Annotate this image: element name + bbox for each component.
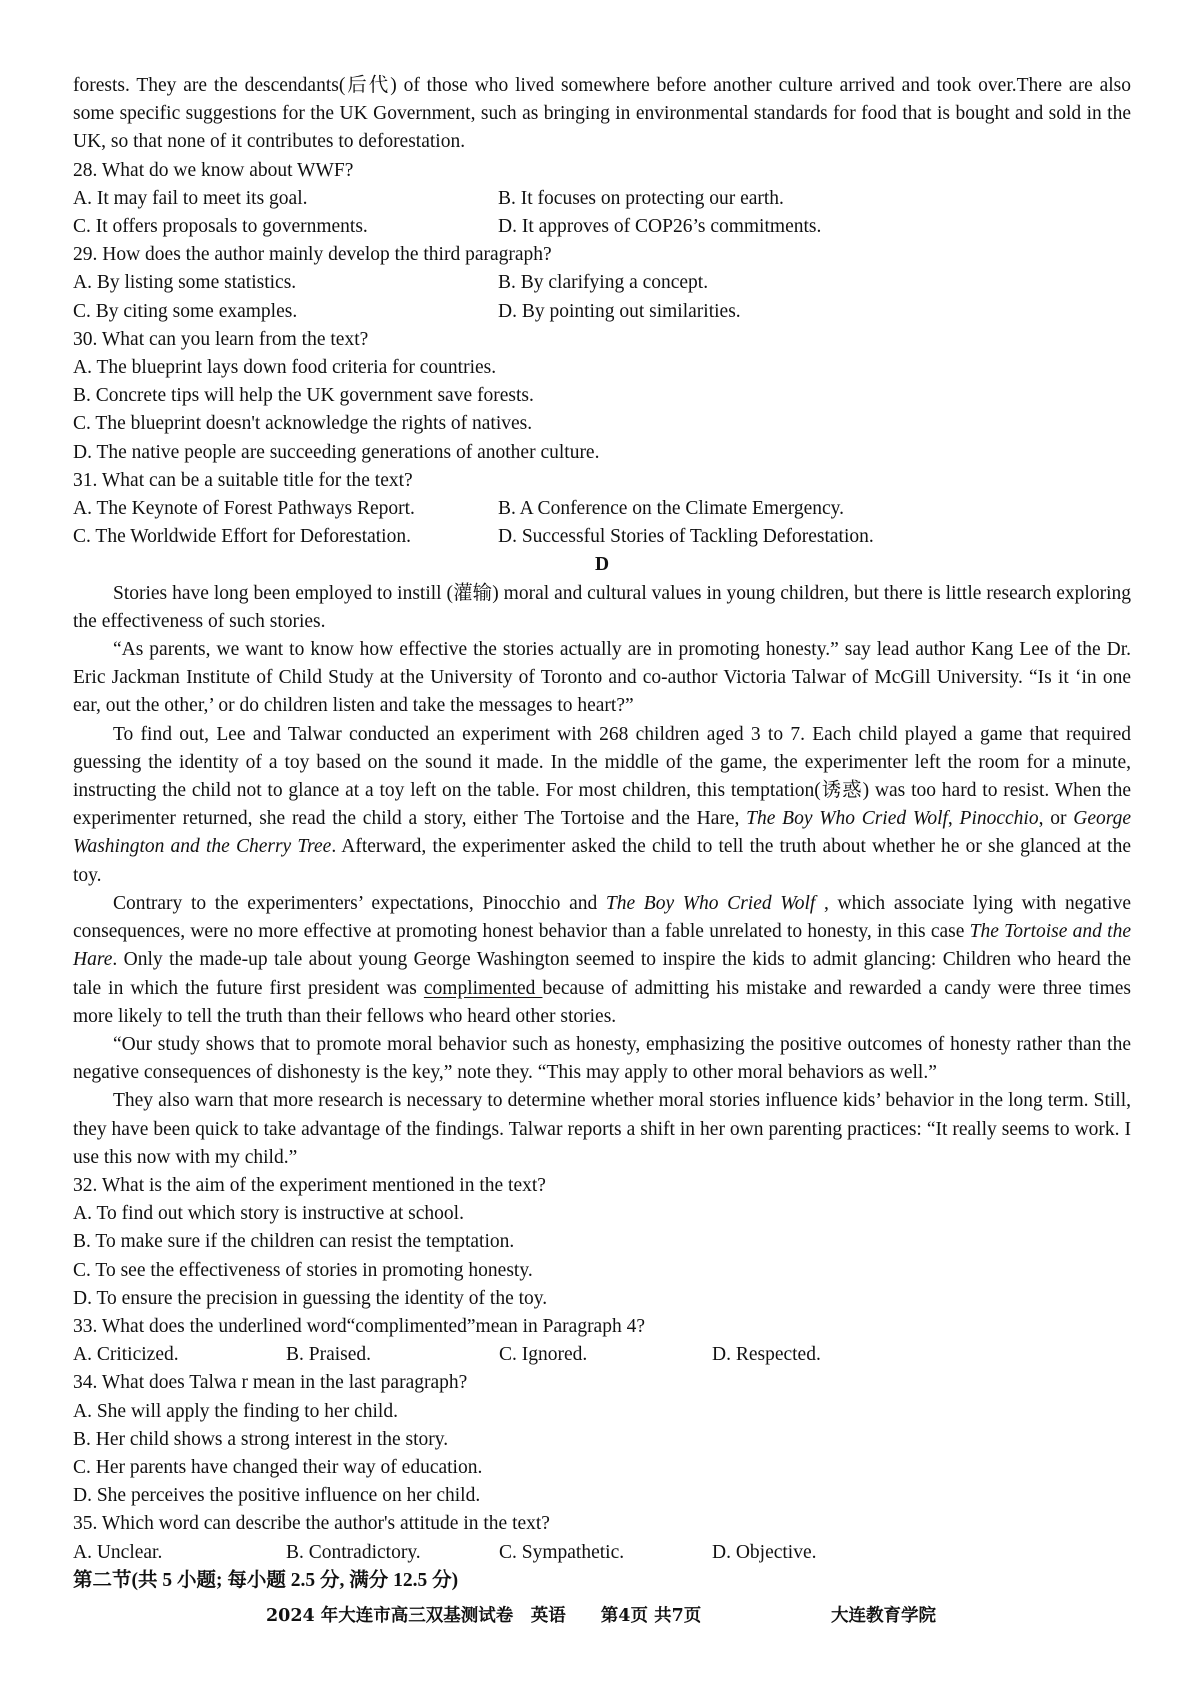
option-28-b: B. It focuses on protecting our earth.	[498, 187, 784, 209]
passage-d-paragraph-5: “Our study shows that to promote moral behavior such as honesty, emphasizing the positive outcomes of honesty rather than the negative consequences of dishonesty is the key,” note they. “This may apply to other moral behaviors as well.”	[73, 1033, 1131, 1084]
option-32-c: C. To see the effectiveness of stories in promoting honesty.	[73, 1259, 533, 1281]
passage-d-paragraph-6: They also warn that more research is necessary to determine whether moral stories influence kids’ behavior in the long term. Still, they have been quick to take advantage of the findings. Talwar reports a shift in her own parenting practices: “It really seems to work. I use this now with my child.”	[73, 1090, 1131, 1168]
option-32-a: A. To find out which story is instructive at school.	[73, 1203, 464, 1225]
question-29-stem: 29. How does the author mainly develop the third paragraph?	[73, 244, 552, 266]
question-34-stem: 34. What does Talwa r mean in the last paragraph?	[73, 1372, 468, 1394]
question-31-options-row-1	[73, 495, 1131, 523]
option-29-b: B. By clarifying a concept.	[498, 272, 709, 294]
option-34-b: B. Her child shows a strong interest in the story.	[73, 1428, 449, 1450]
question-30-stem: 30. What can you learn from the text?	[73, 328, 369, 350]
question-28-stem: 28. What do we know about WWF?	[73, 159, 354, 181]
option-33-b: B. Praised.	[286, 1344, 372, 1366]
question-31-stem: 31. What can be a suitable title for the text?	[73, 469, 413, 491]
p3-title-george-washington: George Washington and the Cherry Tree	[73, 808, 1131, 858]
passage-d-heading: D	[594, 554, 610, 576]
option-29-c: C. By citing some examples.	[73, 300, 298, 322]
p4-text-a: Contrary to the experimenters’ expectations, Pinocchio and	[112, 892, 606, 914]
intro-paragraph: forests. They are the descendants(后代) of those who lived somewhere before another culture arrived and took over.There are also some specific suggestions for the UK Government, such as bringing in environmental standards for food that is bought and sold in the UK, so that none of it contributes to deforestation.	[73, 75, 1131, 153]
question-35-stem: 35. Which word can describe the author's attitude in the text?	[73, 1513, 550, 1535]
passage-d-paragraph-3	[73, 721, 1131, 890]
option-34-a: A. She will apply the finding to her child.	[73, 1400, 398, 1422]
option-30-c: C. The blueprint doesn't acknowledge the rights of natives.	[73, 413, 533, 435]
option-32-d: D. To ensure the precision in guessing the identity of the toy.	[73, 1287, 548, 1309]
question-28-options-row-1	[73, 185, 1131, 213]
p3-sep-2: , or	[1038, 808, 1074, 830]
option-31-a: A. The Keynote of Forest Pathways Report.	[73, 498, 415, 520]
option-33-c: C. Ignored.	[499, 1344, 588, 1366]
option-31-b: B. A Conference on the Climate Emergency.	[498, 498, 845, 520]
question-28-options-row-2	[73, 213, 1131, 241]
option-35-c: C. Sympathetic.	[499, 1541, 625, 1563]
p4-text-c: . Only the made-up tale about young George Washington seemed to inspire the kids to admit glancing: Children who heard the tale in which the future first president was	[73, 949, 1131, 999]
option-35-d: D. Objective.	[712, 1541, 817, 1563]
p3-text-b: . Afterward, the experimenter asked the child to tell the truth about whether he or she glanced at the toy.	[73, 836, 1132, 886]
question-33-options	[73, 1341, 1131, 1369]
option-30-a: A. The blueprint lays down food criteria for countries.	[73, 357, 497, 379]
p4-title-boy-who-cried-wolf: The Boy Who Cried Wolf	[605, 892, 816, 914]
p3-sep-1: ,	[947, 808, 960, 830]
question-29-options-row-1	[73, 269, 1131, 297]
footer-institution: 大连教育学院	[831, 1606, 936, 1626]
option-30-b: B. Concrete tips will help the UK government save forests.	[73, 385, 534, 407]
option-33-a: A. Criticized.	[73, 1344, 179, 1366]
option-32-b: B. To make sure if the children can resist the temptation.	[73, 1231, 515, 1253]
p4-text-d: because of admitting his mistake and rewarded a candy were three times more likely to tell the truth than their fellows who heard other stories.	[73, 977, 1131, 1027]
question-33-stem: 33. What does the underlined word“complimented”mean in Paragraph 4?	[73, 1315, 645, 1337]
question-35-options	[73, 1539, 1131, 1567]
option-29-a: A. By listing some statistics.	[73, 272, 297, 294]
option-31-c: C. The Worldwide Effort for Deforestation.	[73, 526, 411, 548]
option-28-c: C. It offers proposals to governments.	[73, 216, 368, 238]
option-30-d: D. The native people are succeeding generations of another culture.	[73, 441, 600, 463]
p4-text-b: , which associate lying with negative consequences, were no more effective at promoting honest behavior than a fable unrelated to honesty, in this case	[73, 892, 1131, 943]
option-34-d: D. She perceives the positive influence on her child.	[73, 1485, 481, 1507]
p3-title-pinocchio: Pinocchio	[959, 808, 1039, 830]
underlined-word-complimented: complimented	[423, 977, 543, 999]
question-32-stem: 32. What is the aim of the experiment mentioned in the text?	[73, 1174, 546, 1196]
option-31-d: D. Successful Stories of Tackling Deforestation.	[498, 526, 874, 548]
p3-title-boy-who-cried-wolf: The Boy Who Cried Wolf	[746, 808, 948, 830]
passage-d-paragraph-1: Stories have long been employed to instill (灌输) moral and cultural values in young children, but there is little research exploring the effectiveness of such stories.	[73, 582, 1131, 632]
p3-text-a: To find out, Lee and Talwar conducted an experiment with 268 children aged 3 to 7. Each child played a game that required guessing the identity of a toy based on the sound it made. In the middle of the game, the experimenter left the room for a minute, instructing the child not to glance at a toy left on the table. For most children, this temptation(诱惑) was too hard to resist. When the experimenter returned, she read the child a story, either The Tortoise and the Hare,	[73, 723, 1131, 830]
question-31-options-row-2	[73, 523, 1131, 551]
footer-exam-info: 2024 年大连市高三双基测试卷 英语 第4页 共7页	[266, 1606, 702, 1626]
option-33-d: D. Respected.	[712, 1344, 821, 1366]
option-29-d: D. By pointing out similarities.	[498, 300, 741, 322]
p4-title-tortoise-and-hare: The Tortoise and the Hare	[73, 921, 1131, 971]
question-29-options-row-2	[73, 298, 1131, 326]
passage-d-paragraph-2: “As parents, we want to know how effective the stories actually are in promoting honesty.” say lead author Kang Lee of the Dr. Eric Jackman Institute of Child Study at the University of Toronto and co-author Victoria Talwar of McGill University. “Is it ‘in one ear, out the other,’ or do children listen and take the messages to heart?”	[73, 639, 1131, 717]
option-28-a: A. It may fail to meet its goal.	[73, 187, 308, 209]
option-28-d: D. It approves of COP26’s commitments.	[498, 216, 822, 238]
exam-page	[73, 72, 1131, 1595]
option-34-c: C. Her parents have changed their way of education.	[73, 1456, 483, 1478]
section-two-heading: 第二节(共 5 小题; 每小题 2.5 分, 满分 12.5 分)	[73, 1569, 459, 1591]
option-35-a: A. Unclear.	[73, 1541, 163, 1563]
passage-d-paragraph-4	[73, 890, 1131, 1031]
option-35-b: B. Contradictory.	[286, 1541, 421, 1563]
